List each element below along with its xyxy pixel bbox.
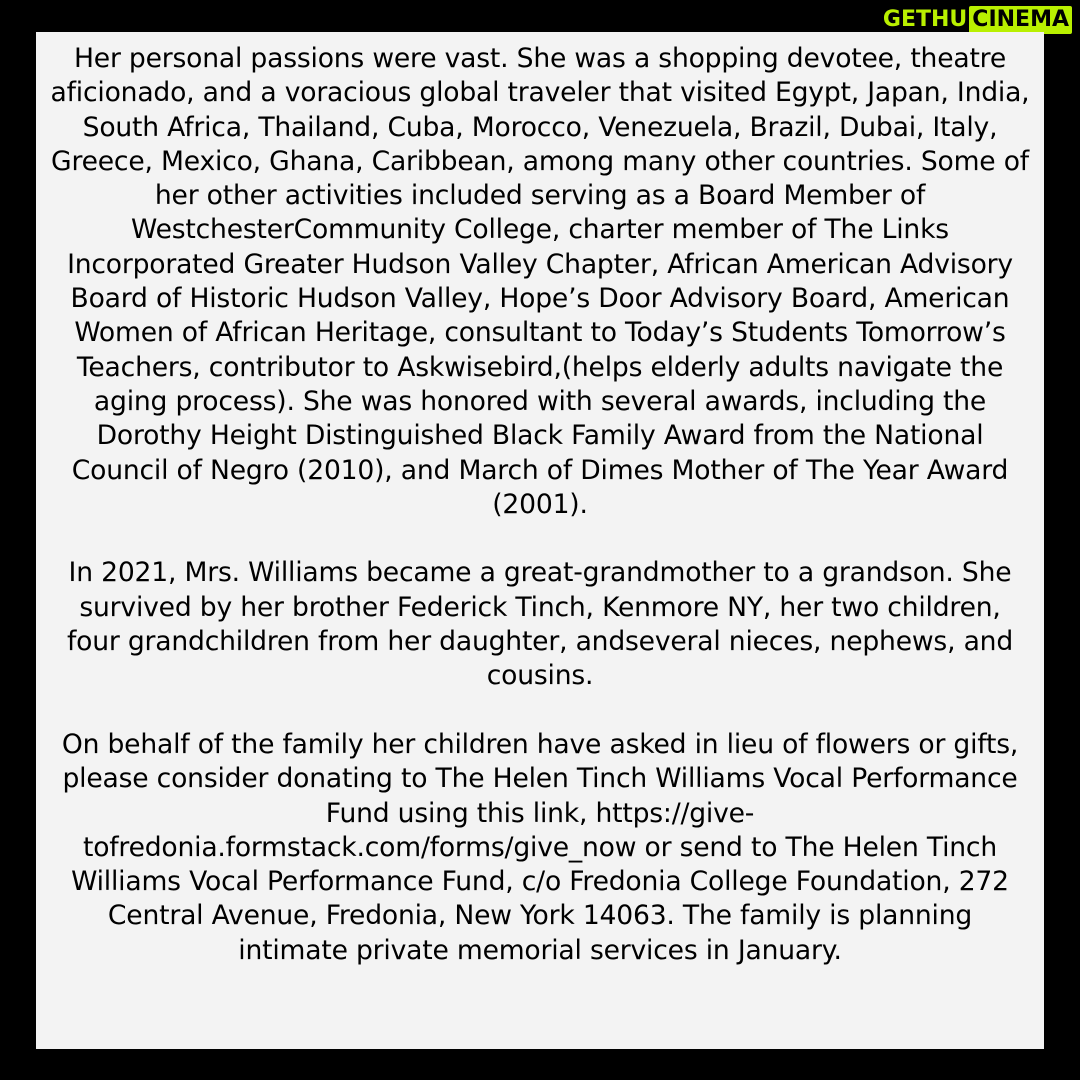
paragraph-passions: Her personal passions were vast. She was a shopping devotee, theatre aficionado, and a voracious global traveler that visited Egypt, Japan, India, South Africa, Thailand, Cuba, Morocco, Venezuela, Brazil, Dubai, Italy, Greece, Mexico, Ghana, Caribbean, among many other countries. Some of her other activities included serving as a Board Member of WestchesterCommunity College, charter member of The Links Incorporated Greater Hudson Valley Chapter, African American Advisory Board of Historic Hudson Valley, Hope’s Door Advisory Board, American Women of African Heritage, consultant to Today’s Students Tomorrow’s Teachers, contributor to Askwisebird,(helps elderly adults navigate the aging process). She was honored with several awards, including the Dorothy Height Distinguished Black Family Award from the National Council of Negro (2010), and March of Dimes Mother of The Year Award (2001). xyxy=(50,43,1030,520)
logo-text-part1: GETHU xyxy=(882,7,968,32)
paragraph-family: In 2021, Mrs. Williams became a great-grandmother to a grandson. She survived by her brother Federick Tinch, Kenmore NY, her two children, four grandchildren from her daughter, andseveral nieces, nephews, and cousins. xyxy=(66,557,1014,692)
paragraph-donation: On behalf of the family her children have asked in lieu of flowers or gifts, please consider donating to The Helen Tinch Williams Vocal Performance Fund using this link, https://give-tofredonia.formstack.com/forms/give_now or send to The Helen Tinch Williams Vocal Performance Fund, c/o Fredonia College Foundation, 272 Central Avenue, Fredonia, New York 14063. The family is planning intimate private memorial services in January. xyxy=(61,728,1019,966)
logo-text-part2: CINEMA xyxy=(969,6,1072,34)
text-card xyxy=(36,32,1044,1049)
brand-logo xyxy=(883,6,1072,34)
